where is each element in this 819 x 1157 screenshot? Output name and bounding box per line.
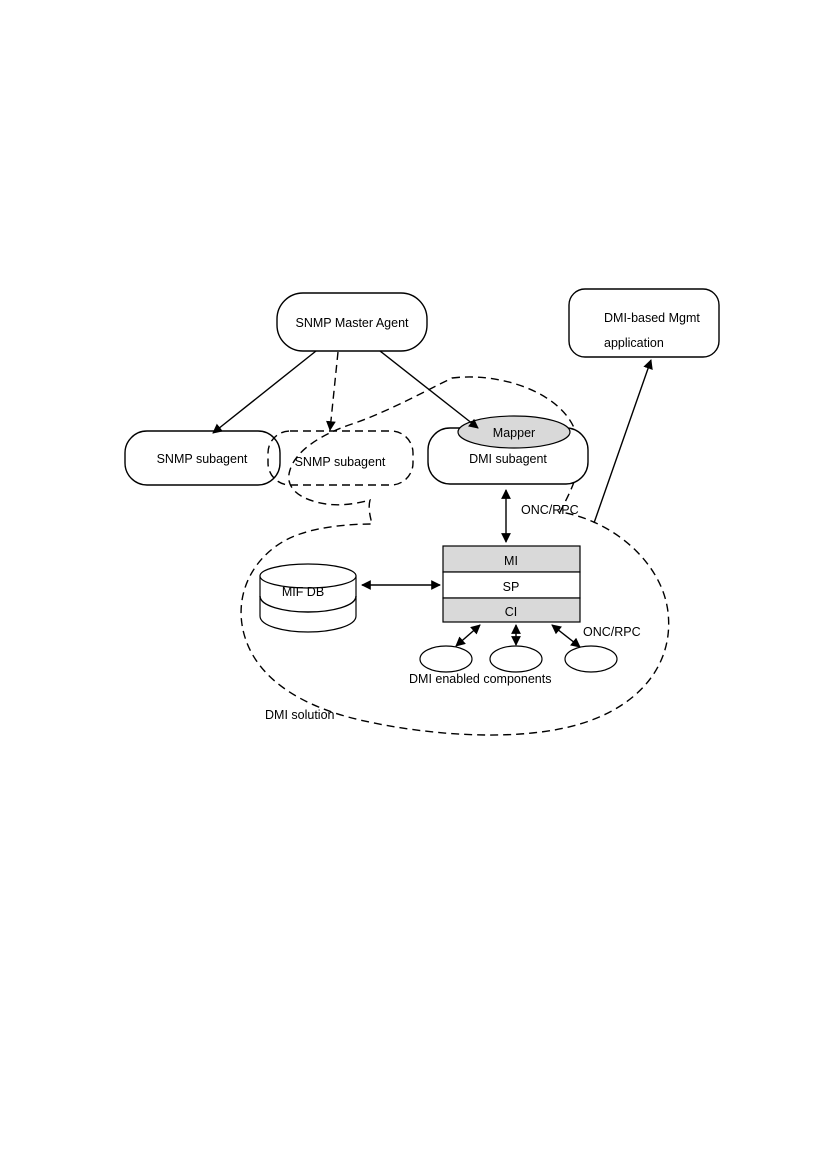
edge-dmi-stack-to-mgmt-application xyxy=(594,360,651,523)
layer-ci-label: CI xyxy=(504,605,518,619)
snmp-subagent-solid-label: SNMP subagent xyxy=(156,452,248,466)
dmi-component-1-shape xyxy=(420,646,472,672)
onc-rpc-bottom-label: ONC/RPC xyxy=(583,625,641,639)
dmi-mgmt-application-label-line1: DMI-based Mgmt xyxy=(604,311,700,325)
dmi-subagent-label: DMI subagent xyxy=(469,452,547,466)
dmi-component-3-shape xyxy=(565,646,617,672)
dmi-components-label: DMI enabled components xyxy=(409,672,552,686)
edge-master-to-dmi-subagent xyxy=(380,351,478,428)
edge-master-to-snmp-subagent-dashed xyxy=(330,352,338,430)
snmp-subagent-dashed-label: SNMP subagent xyxy=(294,455,386,469)
edge-master-to-snmp-subagent xyxy=(213,351,316,433)
onc-rpc-top-label: ONC/RPC xyxy=(521,503,579,517)
dmi-mgmt-application-label-line2: application xyxy=(604,336,664,350)
dmi-solution-label: DMI solution xyxy=(265,708,335,722)
mapper-label: Mapper xyxy=(492,426,536,440)
layer-mi-label: MI xyxy=(504,554,518,568)
edge-ci-to-component-3 xyxy=(552,625,580,647)
mif-db-label: MIF DB xyxy=(281,585,325,599)
layer-sp-label: SP xyxy=(502,580,520,594)
snmp-master-agent-label: SNMP Master Agent xyxy=(295,316,409,330)
dmi-component-2-shape xyxy=(490,646,542,672)
edge-ci-to-component-1 xyxy=(456,625,480,646)
